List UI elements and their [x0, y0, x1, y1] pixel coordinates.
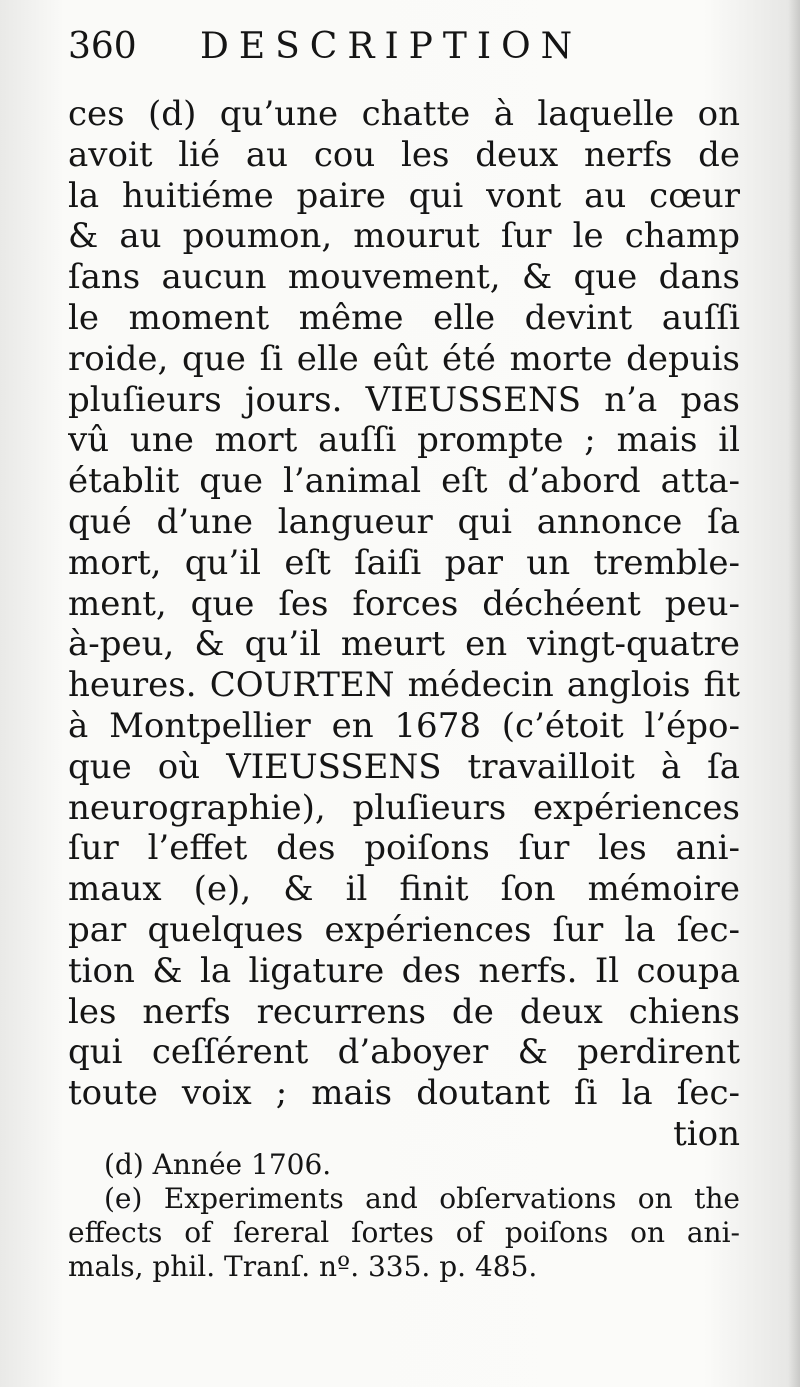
- body-line: établit que l’animal eſt d’abord atta-: [68, 461, 740, 502]
- page-header: [68, 22, 628, 72]
- body-line: à Montpellier en 1678 (c’étoit l’épo-: [68, 705, 740, 746]
- body-line: avoit lié au cou les deux nerfs de: [68, 134, 740, 175]
- body-line: vû une mort auſſi prompte ; mais il: [68, 420, 740, 461]
- body-line: à-peu, & qu’il meurt en vingt-quatre: [68, 624, 740, 665]
- body-line: le moment même elle devint auſſi: [68, 297, 740, 338]
- body-line: pluſieurs jours. VIEUSSENS n’a pas: [68, 379, 740, 420]
- body-line: ſans aucun mouvement, & que dans: [68, 257, 740, 298]
- body-line: qui ceſſérent d’aboyer & perdirent: [68, 1032, 740, 1073]
- body-line: heures. COURTEN médecin anglois fit: [68, 665, 740, 706]
- body-line: neurographie), pluſieurs expériences: [68, 787, 740, 828]
- page-edge-shadow: [788, 0, 800, 1387]
- footnote-e: (e) Experiments and obſervations on the: [104, 1182, 740, 1215]
- body-line: que où VIEUSSENS travailloit à ſa: [68, 746, 740, 787]
- body-line: tion & la ligature des nerfs. Il coupa: [68, 950, 740, 991]
- catchword: tion: [673, 1113, 740, 1154]
- body-line: & au poumon, mourut ſur le champ: [68, 216, 740, 257]
- footnotes: [68, 1148, 740, 1284]
- body-line: roide, que ſi elle eût été morte depuis: [68, 338, 740, 379]
- footnote-d: (d) Année 1706.: [104, 1148, 332, 1181]
- body-line: maux (e), & il finit ſon mémoire: [68, 869, 740, 910]
- body-line: qué d’une langueur qui annonce ſa: [68, 501, 740, 542]
- body-line: ces (d) qu’une chatte à laquelle on: [68, 94, 740, 134]
- body-line: la huitiéme paire qui vont au cœur: [68, 175, 740, 216]
- running-title: DESCRIPTION: [200, 26, 583, 67]
- body-line: par quelques expériences ſur la ſec-: [68, 909, 740, 950]
- footnote-e-continuation: mals, phil. Tranſ. nº. 335. p. 485.: [68, 1250, 538, 1283]
- body-line: ment, que ſes forces déchéent peu-: [68, 583, 740, 624]
- footnote-e-continuation: effects of ſereral ſortes of poiſons on ani-: [68, 1216, 740, 1249]
- body-line: toute voix ; mais doutant ſi la ſec-: [68, 1073, 740, 1114]
- body-line: ſur l’effet des poiſons ſur les ani-: [68, 828, 740, 869]
- body-line: mort, qu’il eſt ſaiſi par un tremble-: [68, 542, 740, 583]
- body-line: les nerfs recurrens de deux chiens: [68, 991, 740, 1032]
- body-text: [68, 94, 740, 1155]
- page-number: 360: [68, 26, 137, 67]
